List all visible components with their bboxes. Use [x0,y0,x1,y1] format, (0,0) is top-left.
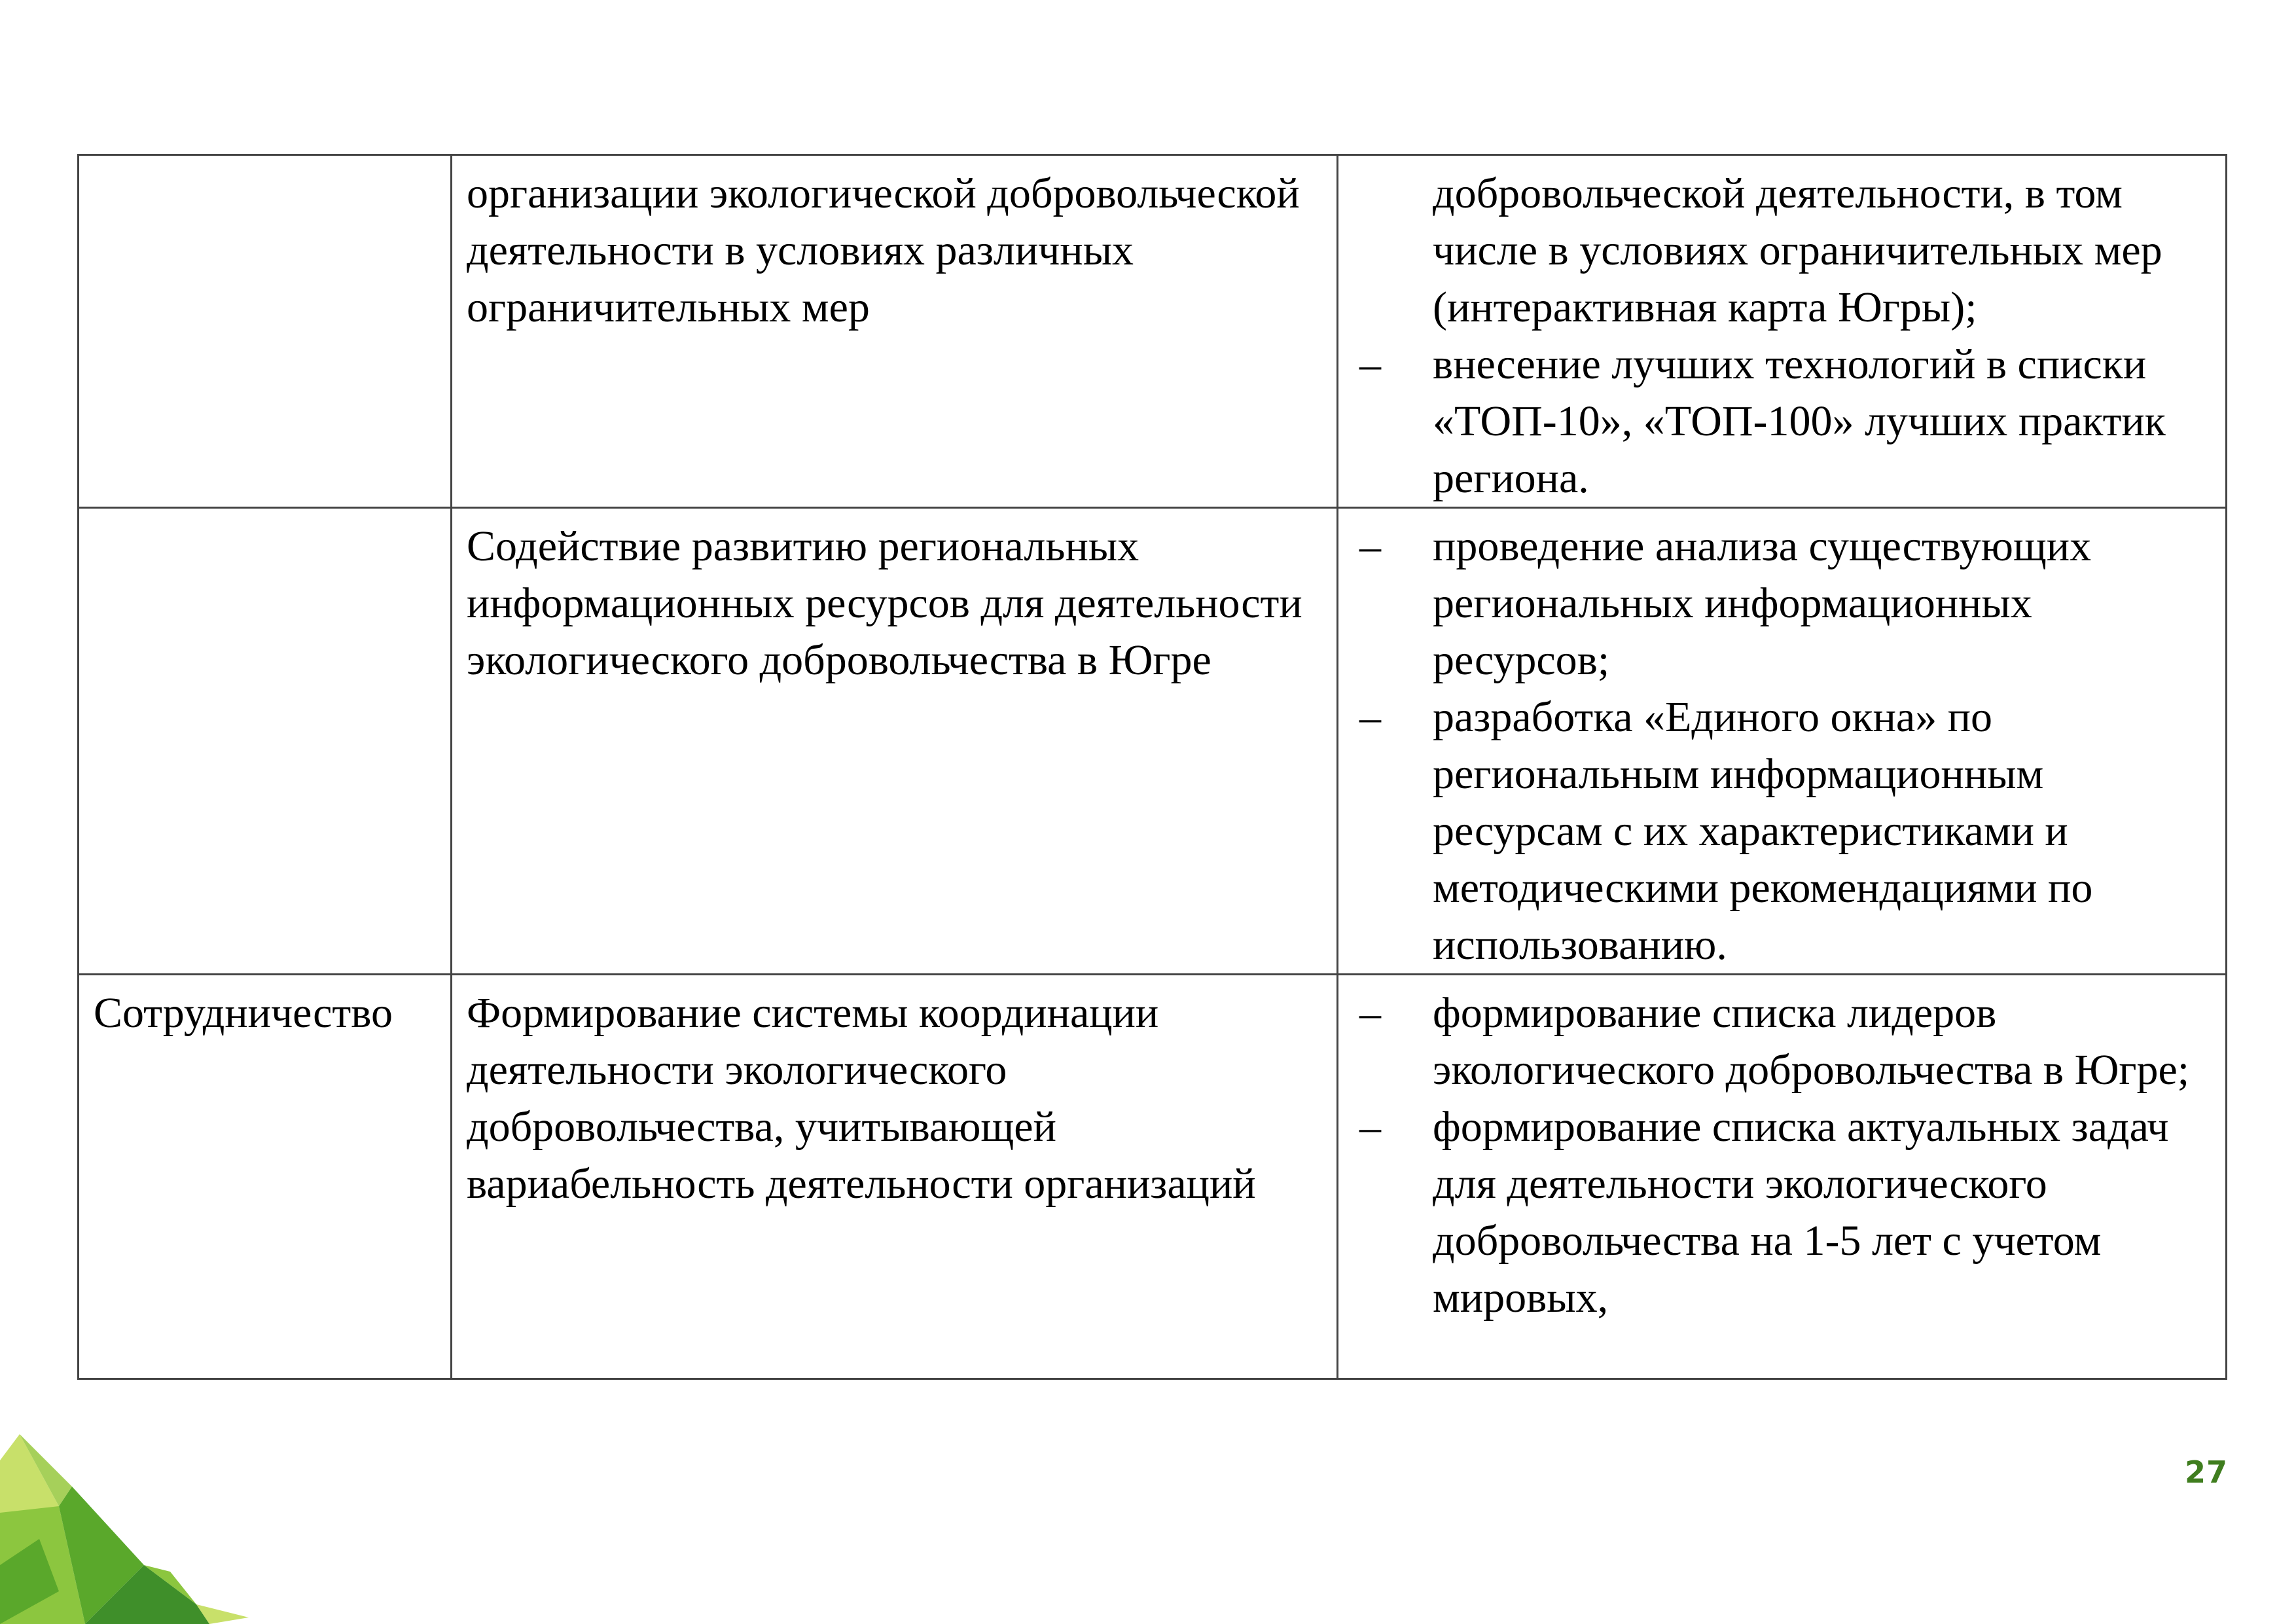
table-cell-direction [79,975,452,1379]
list-item [1353,689,2211,973]
activity-text: проведение анализа существующих региональных информационных ресурсов; [1433,522,2092,684]
list-item [1353,336,2211,507]
task-text: организации экологической добровольческой деятельности в условиях различных ограничительных мер [467,170,1300,331]
activities-list [1353,518,2211,973]
list-item [1353,1098,2211,1326]
page-number: 27 [2185,1454,2229,1490]
activity-text: формирование списка лидеров экологического добровольчества в Югре; [1433,989,2190,1094]
dash-bullet: – [1359,522,1381,570]
list-item [1353,984,2211,1098]
table-cell-activities [1338,975,2227,1379]
activities-list [1353,984,2211,1326]
table-row [79,508,2227,975]
table-cell-activities [1338,508,2227,975]
table-cell-task [452,155,1338,508]
dash-bullet: – [1359,693,1381,741]
table-cell-task [452,975,1338,1379]
activity-text: внесение лучших технологий в списки «ТОП-10», «ТОП-100» лучших практик региона. [1433,340,2166,502]
table-row [79,975,2227,1379]
dash-bullet: – [1359,340,1381,388]
dash-bullet: – [1359,1103,1381,1151]
content-table [77,154,2227,1380]
green-polygon-decoration [0,1408,275,1624]
table-cell-task [452,508,1338,975]
activities-list [1353,165,2211,507]
activity-text: формирование списка актуальных задач для деятельности экологического добровольчества на 1-5 лет с учетом мировых, [1433,1103,2169,1322]
activity-text: разработка «Единого окна» по региональным информационным ресурсам с их характеристиками и методическими рекомендациями по использованию. [1433,693,2093,969]
table-cell-direction [79,155,452,508]
list-item-continuation [1353,165,2211,336]
dash-bullet: – [1359,989,1381,1037]
list-item [1353,518,2211,689]
task-text: Формирование системы координации деятельности экологического добровольчества, учитывающей вариабельность деятельности организаций [467,989,1256,1208]
table-cell-activities [1338,155,2227,508]
activity-text: добровольческой деятельности, в том числе в условиях ограничительных мер (интерактивная карта Югры); [1433,170,2162,331]
direction-text: Сотрудничество [94,989,393,1037]
table-cell-direction [79,508,452,975]
task-text: Содействие развитию региональных информационных ресурсов для деятельности экологического добровольчества в Югре [467,522,1302,684]
table-row [79,155,2227,508]
